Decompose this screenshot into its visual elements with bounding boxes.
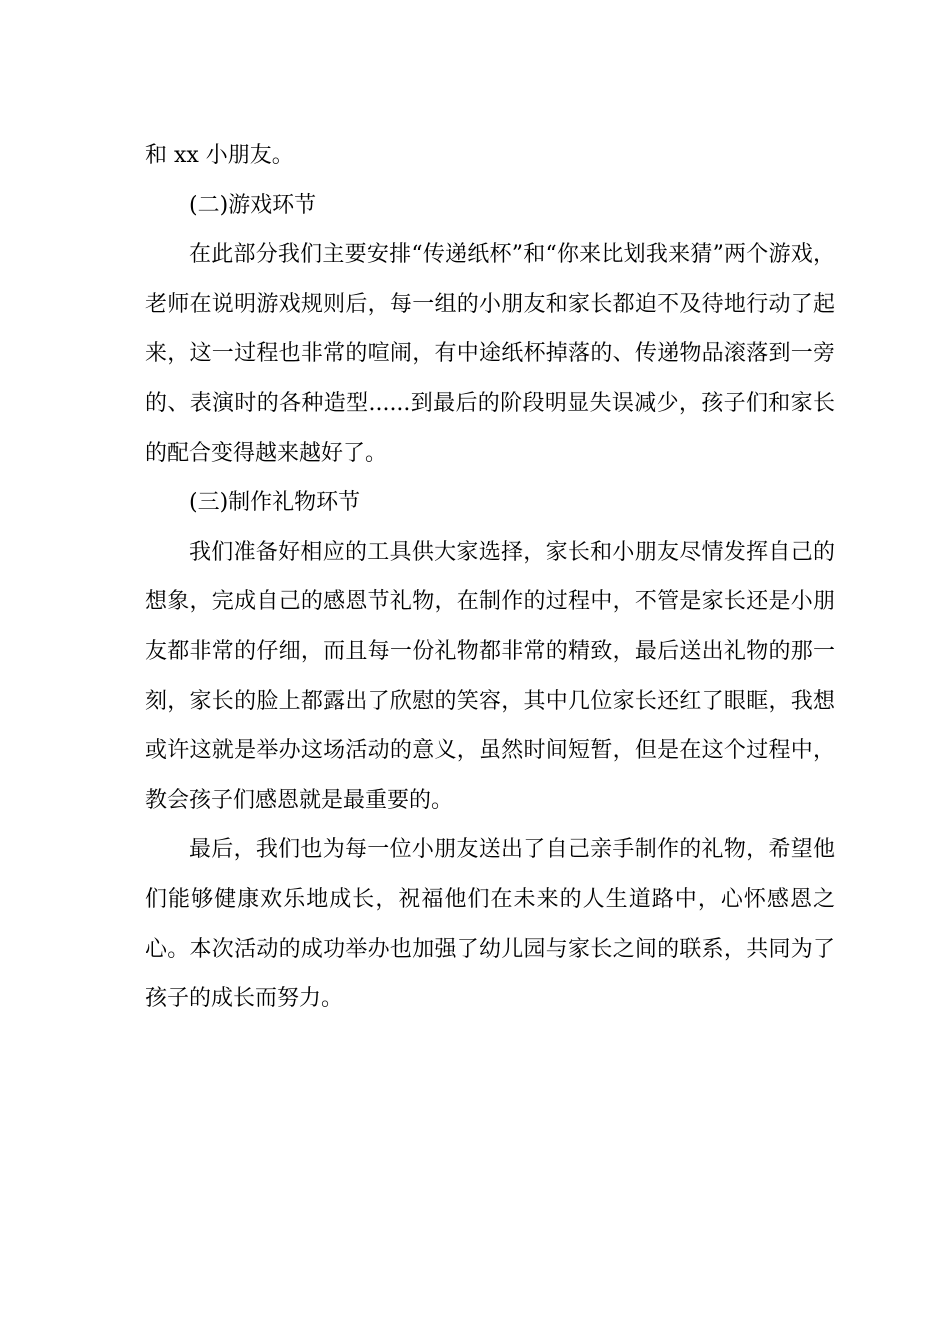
document-body	[145, 131, 835, 1024]
paragraph-gift: 我们准备好相应的工具供大家选择，家长和小朋友尽情发挥自己的想象，完成自己的感恩节礼物，在制作的过程中，不管是家长还是小朋友都非常的仔细，而且每一份礼物都非常的精致，最后送出礼物的那一刻，家长的脸上都露出了欣慰的笑容，其中几位家长还红了眼眶，我想或许这就是举办这场活动的意义，虽然时间短暂，但是在这个过程中，教会孩子们感恩就是最重要的。	[145, 539, 835, 813]
paragraph-conclusion: 最后，我们也为每一位小朋友送出了自己亲手制作的礼物，希望他们能够健康欢乐地成长，祝福他们在未来的人生道路中，心怀感恩之心。本次活动的成功举办也加强了幼儿园与家长之间的联系，共同为了孩子的成长而努力。	[145, 837, 835, 1012]
section-heading-gift: (三)制作礼物环节	[189, 490, 361, 516]
section-heading-game: (二)游戏环节	[189, 192, 317, 218]
paragraph-continuation: 和 xx 小朋友。	[145, 143, 294, 168]
paragraph-game: 在此部分我们主要安排“传递纸杯”和“你来比划我来猜”两个游戏，老师在说明游戏规则后，每一组的小朋友和家长都迫不及待地行动了起来，这一过程也非常的喧闹，有中途纸杯掉落的、传递物品滚落到一旁的、表演时的各种造型......到最后的阶段明显失误减少，孩子们和家长的配合变得越来越好了。	[145, 242, 835, 466]
